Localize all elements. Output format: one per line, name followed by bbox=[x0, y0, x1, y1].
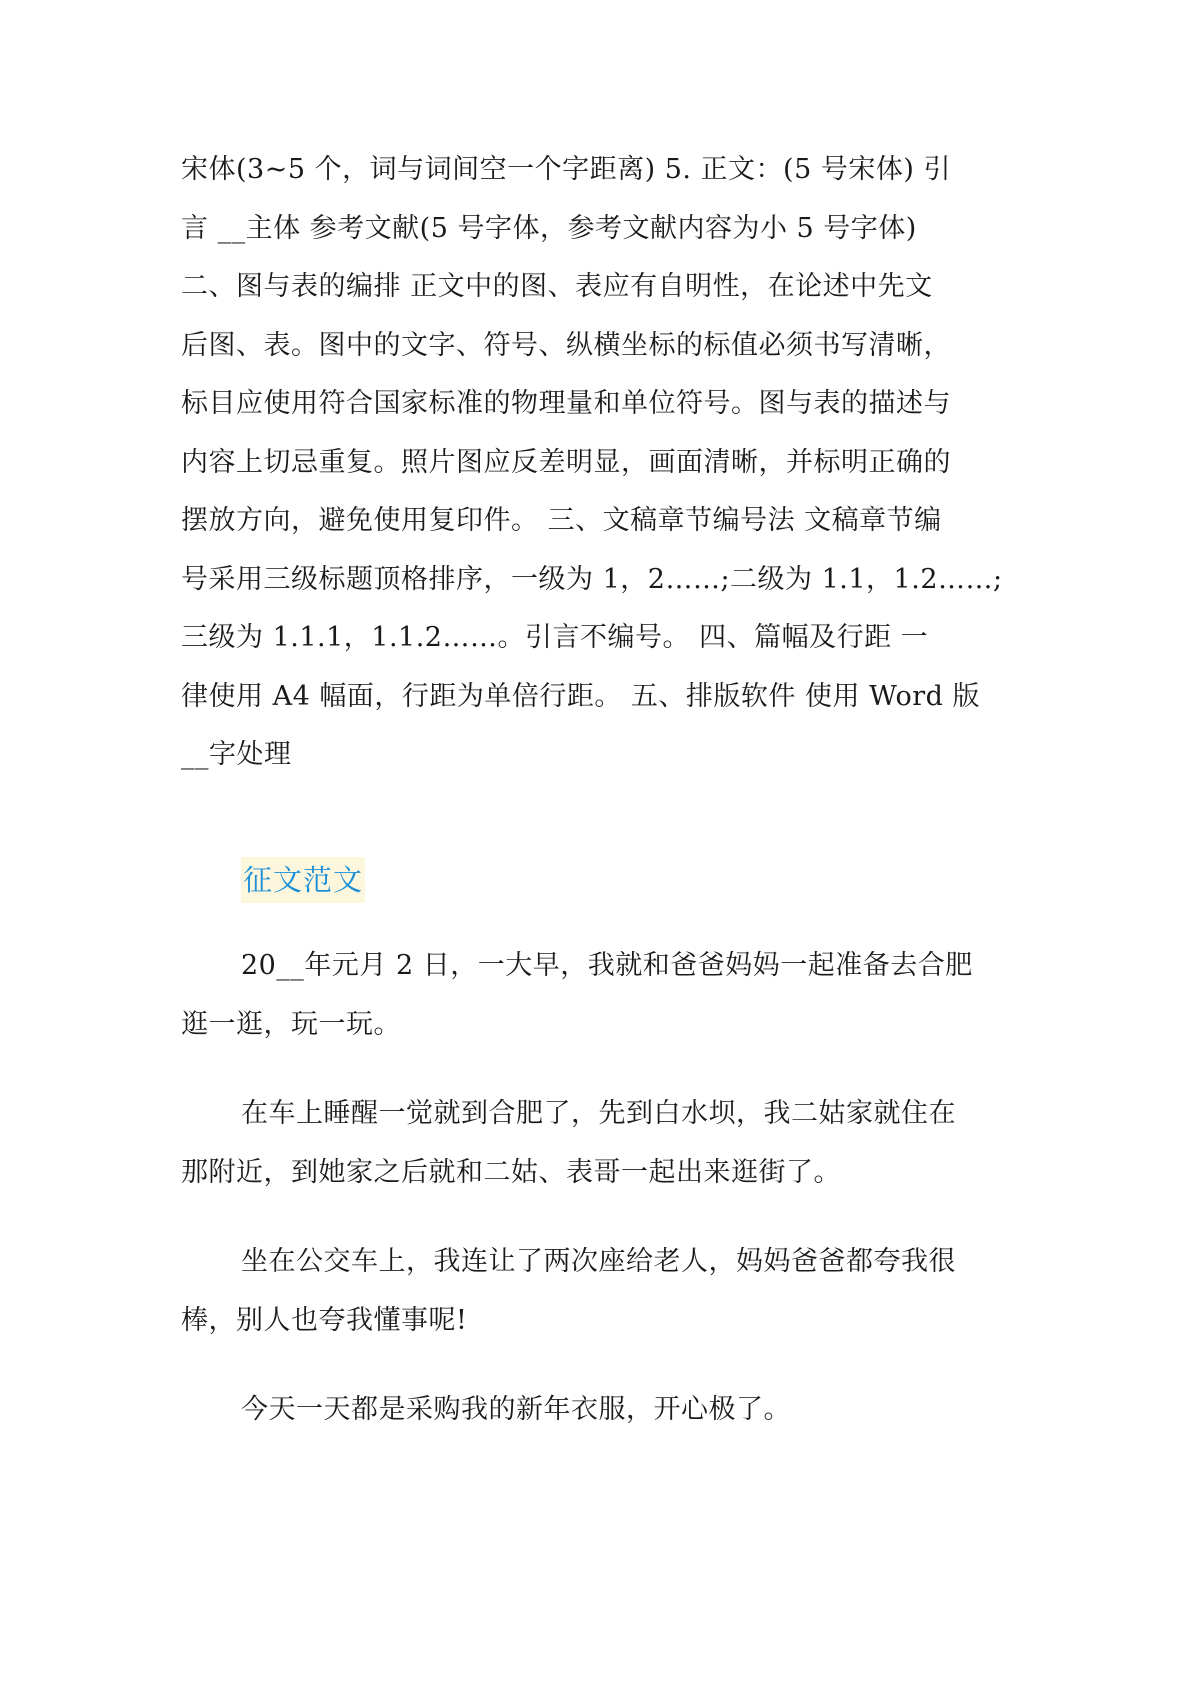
text-line: 标目应使用符合国家标准的物理量和单位符号。图与表的描述与 bbox=[181, 388, 951, 419]
text-line: 摆放方向，避免使用复印件。 三、文稿章节编号法 文稿章节编 bbox=[181, 505, 942, 536]
formatting-guidelines-text bbox=[181, 141, 1017, 785]
essay-paragraph bbox=[181, 937, 1017, 1054]
text-line: 内容上切忌重复。照片图应反差明显，画面清晰，并标明正确的 bbox=[181, 446, 951, 478]
text-line: 号采用三级标题顶格排序，一级为 1，2……;二级为 1.1，1.2……; bbox=[181, 563, 1003, 595]
text-line: 今天一天都是采购我的新年衣服，开心极了。 bbox=[241, 1394, 791, 1425]
text-line: __字处理 bbox=[181, 739, 292, 770]
section-heading: 征文范文 bbox=[241, 857, 365, 903]
text-line: 律使用 A4 幅面，行距为单倍行距。 五、排版软件 使用 Word 版 bbox=[181, 680, 981, 712]
essay-paragraph bbox=[181, 1233, 1017, 1350]
text-line: 二、图与表的编排 正文中的图、表应有自明性，在论述中先文 bbox=[181, 271, 933, 302]
text-line: 言 __主体 参考文献(5 号字体，参考文献内容为小 5 号字体) bbox=[181, 212, 917, 244]
text-line: 逛一逛，玩一玩。 bbox=[181, 1008, 401, 1040]
essay-paragraph bbox=[181, 1085, 1017, 1202]
section-heading-wrapper bbox=[241, 857, 365, 907]
text-line: 三级为 1.1.1，1.1.2……。引言不编号。 四、篇幅及行距 一 bbox=[181, 622, 929, 653]
text-line: 在车上睡醒一觉就到合肥了，先到白水坝，我二姑家就住在 bbox=[241, 1098, 956, 1129]
text-line: 20__年元月 2 日，一大早，我就和爸爸妈妈一起准备去合肥 bbox=[241, 950, 973, 981]
text-line: 那附近，到她家之后就和二姑、表哥一起出来逛街了。 bbox=[181, 1156, 841, 1188]
text-line: 棒，别人也夸我懂事呢! bbox=[181, 1304, 468, 1336]
essay-paragraph bbox=[181, 1381, 1017, 1440]
text-line: 坐在公交车上，我连让了两次座给老人，妈妈爸爸都夸我很 bbox=[241, 1246, 956, 1277]
text-line: 宋体(3~5 个，词与词间空一个字距离) 5. 正文：(5 号宋体) 引 bbox=[181, 154, 951, 185]
text-line: 后图、表。图中的文字、符号、纵横坐标的标值必须书写清晰， bbox=[181, 329, 951, 361]
